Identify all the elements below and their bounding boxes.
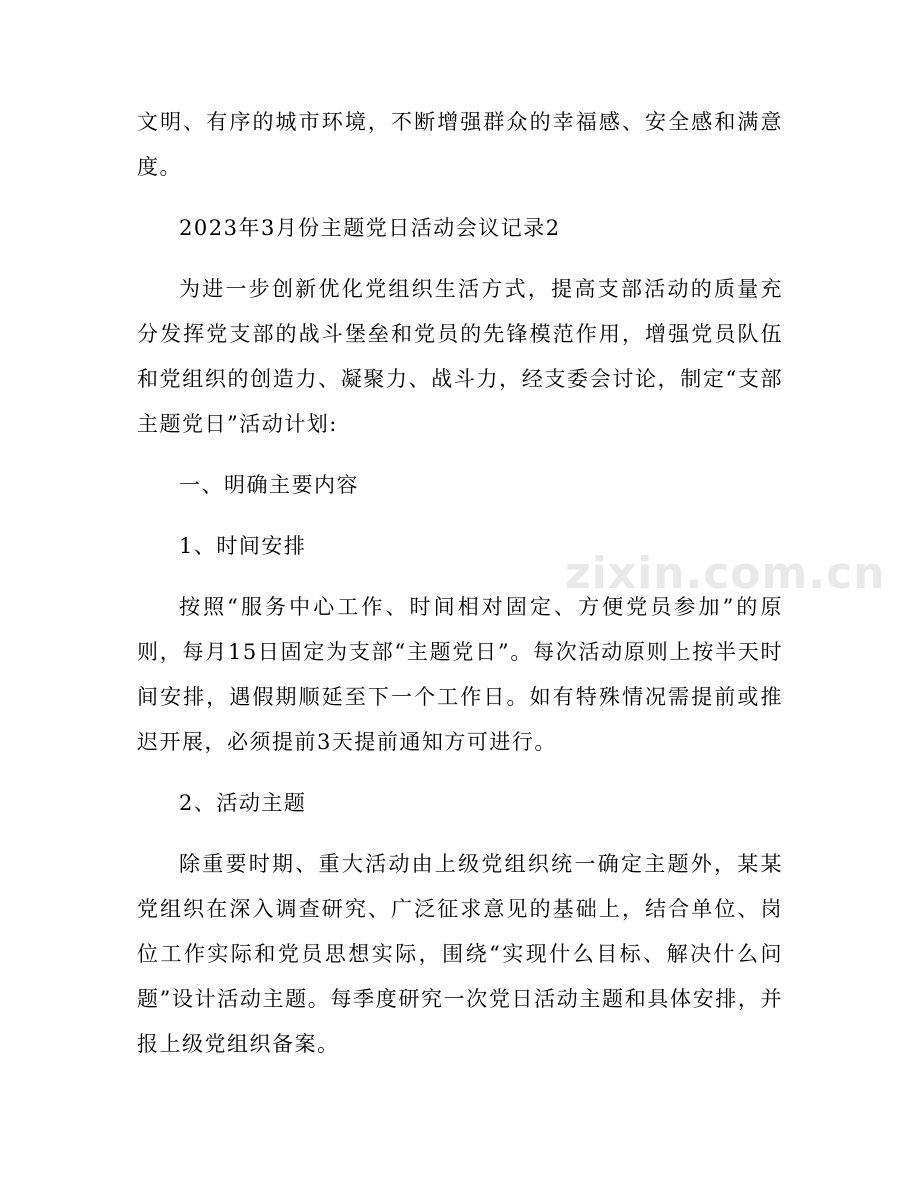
theme-paragraph: 除重要时期、重大活动由上级党组织统一确定主题外，某某党组织在深入调查研究、广泛征求意见的基础上，结合单位、岗位工作实际和党员思想实际，围绕“实现什么目标、解决什么问题”设计活动主题。每季度研究一次党日活动主题和具体安排，并报上级党组织备案。 <box>137 852 783 1056</box>
record-title-heading: 2023年3月份主题党日活动会议记录2 <box>179 216 561 240</box>
schedule-paragraph: 按照“服务中心工作、时间相对固定、方便党员参加”的原则，每月15日固定为支部“主题党日”。每次活动原则上按半天时间安排，遇假期顺延至下一个工作日。如有特殊情况需提前或推迟开展，必须提前3天提前通知方可进行。 <box>137 595 783 754</box>
subsection-heading-theme: 2、活动主题 <box>179 791 307 815</box>
paragraph-continuation: 文明、有序的城市环境，不断增强群众的幸福感、安全感和满意度。 <box>137 110 783 179</box>
document-body <box>137 100 783 1067</box>
watermark: zixin.com.cn <box>565 548 886 599</box>
subsection-heading-schedule: 1、时间安排 <box>179 534 307 558</box>
intro-paragraph: 为进一步创新优化党组织生活方式，提高支部活动的质量充分发挥党支部的战斗堡垒和党员的先锋模范作用，增强党员队伍和党组织的创造力、凝聚力、战斗力，经支委会讨论，制定“支部主题党日”活动计划: <box>137 277 783 436</box>
section-heading-main-content: 一、明确主要内容 <box>179 473 359 497</box>
